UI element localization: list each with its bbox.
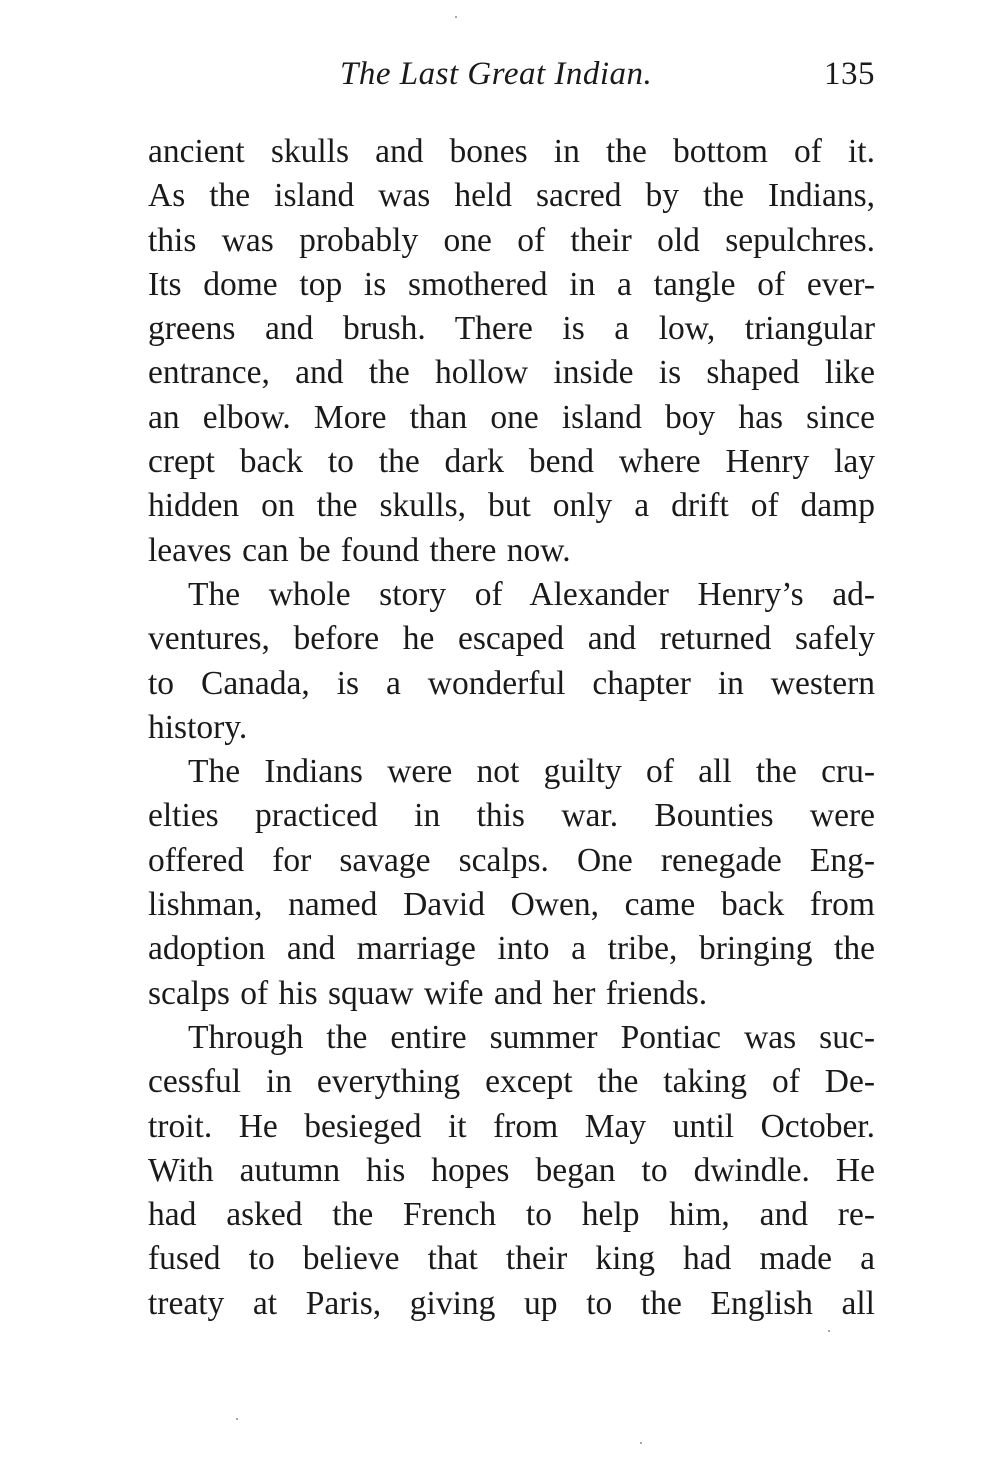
text-line: Its dome top is smothered in a tangle of ever- [148,265,875,303]
text-line: adoption and marriage into a tribe, bringing the [148,930,875,968]
text-line: scalps of his squaw wife and her friends. [148,974,708,1012]
text-line: lishman, named David Owen, came back from [148,886,875,924]
text-line: The whole story of Alexander Henry’s ad- [188,575,875,613]
text-line: hidden on the skulls, but only a drift of damp [148,487,875,525]
text-line: fused to believe that their king had made a [148,1240,875,1278]
text-line: elties practiced in this war. Bounties were [148,797,875,835]
running-head [148,52,875,96]
running-title: The Last Great Indian. [340,56,653,92]
scan-speck [236,1418,238,1420]
text-line: leaves can be found there now. [148,531,571,569]
scan-speck [455,16,457,18]
text-line: As the island was held sacred by the Indians, [148,177,875,215]
text-line: treaty at Paris, giving up to the English all [148,1284,875,1322]
text-line: ventures, before he escaped and returned safely [148,620,875,658]
scan-speck [828,1330,830,1332]
text-line: Through the entire summer Pontiac was suc- [188,1018,875,1056]
text-line: entrance, and the hollow inside is shaped like [148,354,875,392]
scan-speck [640,1442,642,1444]
body-text [148,130,875,1326]
text-line: ancient skulls and bones in the bottom of it. [148,133,875,170]
page-number: 135 [824,56,875,92]
text-line: crept back to the dark bend where Henry lay [148,443,875,481]
text-line: this was probably one of their old sepulchres. [148,221,875,259]
text-line: to Canada, is a wonderful chapter in western [148,664,875,702]
text-line: With autumn his hopes began to dwindle. He [148,1151,875,1189]
text-line: cessful in everything except the taking of De- [148,1063,875,1101]
text-line: an elbow. More than one island boy has since [148,398,875,436]
text-line: had asked the French to help him, and re- [148,1196,875,1234]
text-line: greens and brush. There is a low, triangular [148,310,875,348]
text-line: troit. He besieged it from May until October. [148,1107,875,1145]
text-line: offered for savage scalps. One renegade Eng- [148,841,875,879]
text-line: history. [148,708,248,746]
text-line: The Indians were not guilty of all the cru- [188,753,875,791]
